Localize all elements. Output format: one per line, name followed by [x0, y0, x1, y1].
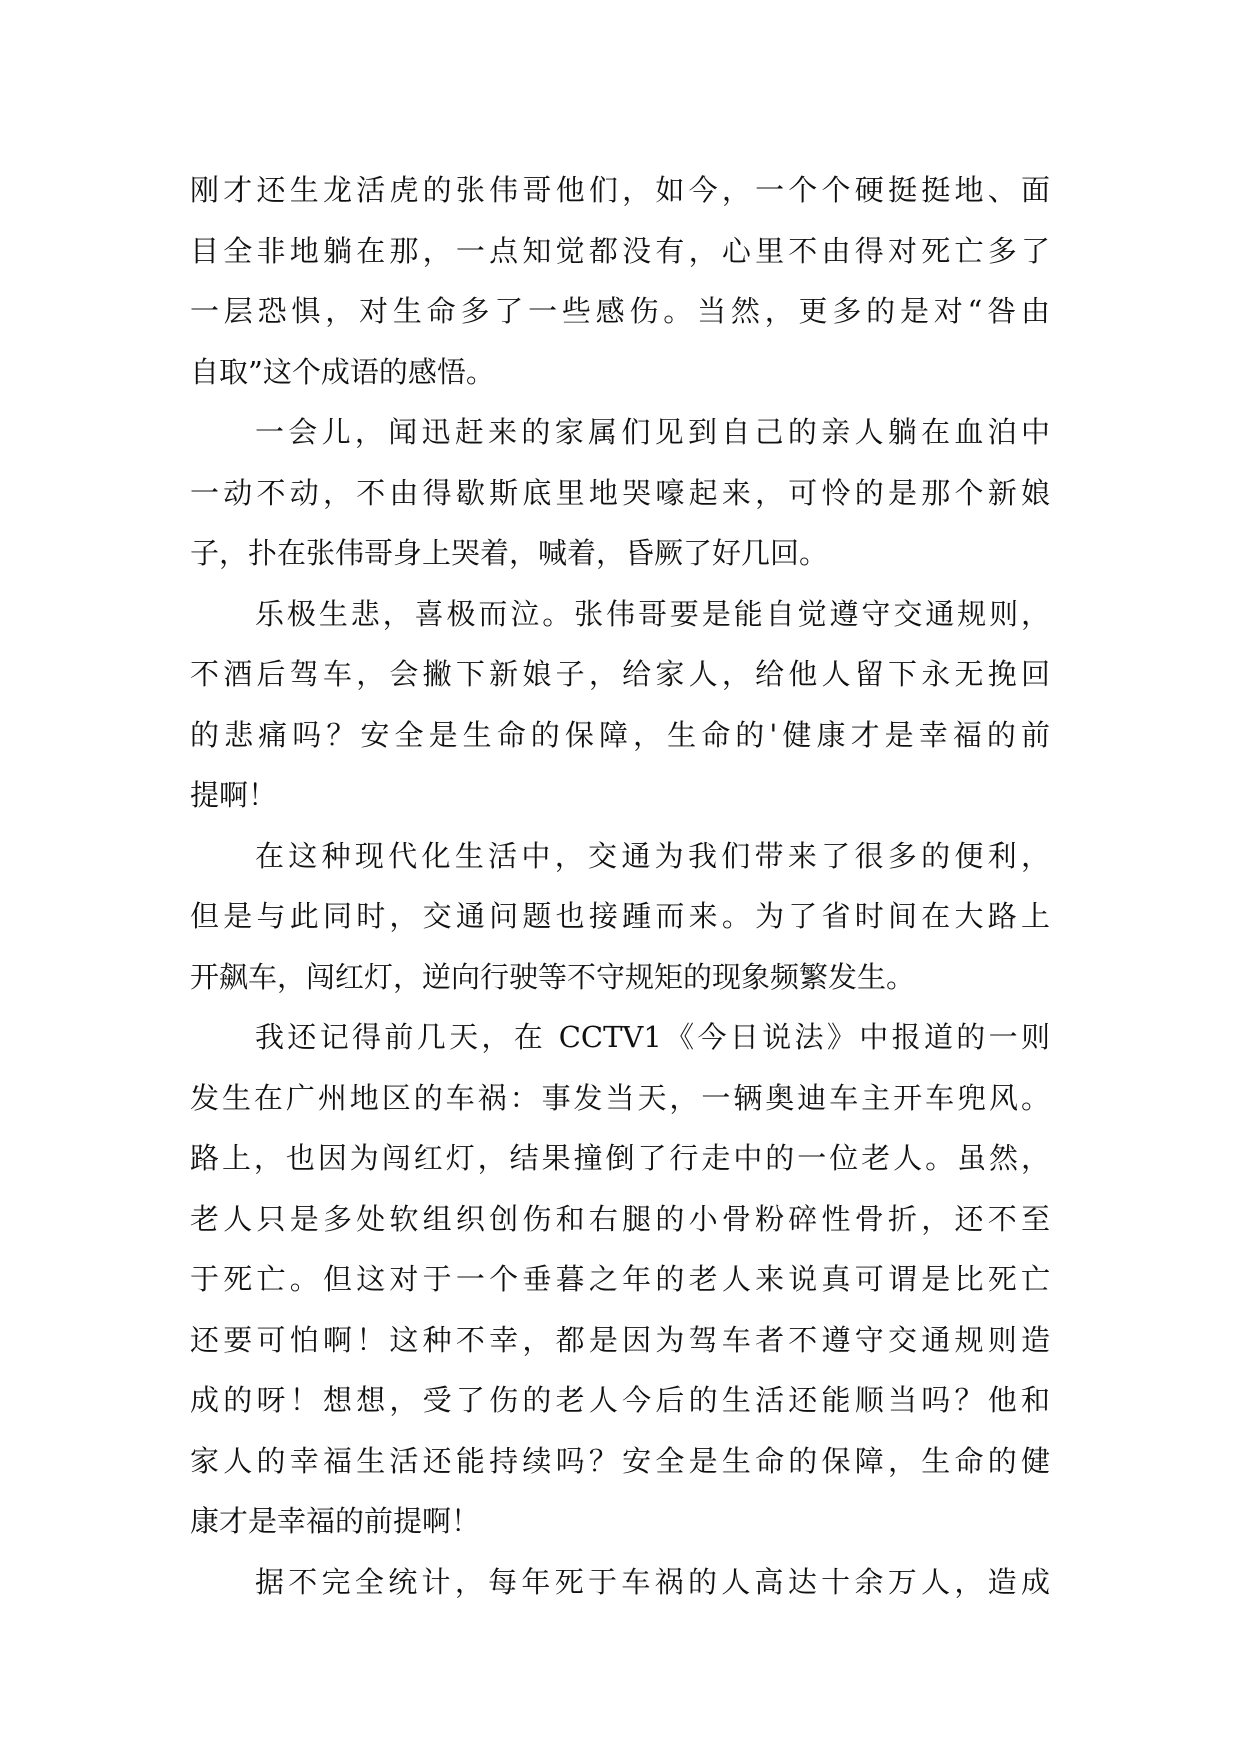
body-text — [190, 160, 1050, 1612]
paragraph-2-line-2: 一动不动，不由得歇斯底里地哭嚎起来，可怜的是那个新娘 — [190, 475, 1050, 510]
paragraph-5-line-1: 我还记得前几天，在 CCTV1《今日说法》中报道的一则 — [255, 1020, 1050, 1054]
paragraph-5-line-8: 家人的幸福生活还能持续吗？安全是生命的保障，生命的健 — [190, 1443, 1050, 1478]
paragraph-5-line-3: 路上，也因为闯红灯，结果撞倒了行走中的一位老人。虽然， — [190, 1141, 1050, 1175]
paragraph-5-line-5: 于死亡。但这对于一个垂暮之年的老人来说真可谓是比死亡 — [190, 1262, 1050, 1296]
paragraph-5-line-7: 成的呀！想想，受了伤的老人今后的生活还能顺当吗？他和 — [190, 1383, 1050, 1417]
paragraph-4-line-1: 在这种现代化生活中，交通为我们带来了很多的便利， — [255, 838, 1050, 873]
paragraph-1-line-4: 自取”这个成语的感悟。 — [190, 354, 495, 389]
paragraph-3-line-3: 的悲痛吗？安全是生命的保障，生命的'健康才是幸福的前 — [190, 717, 1050, 752]
paragraph-5-line-9: 康才是幸福的前提啊！ — [190, 1504, 481, 1538]
paragraph-2-line-1: 一会儿，闻迅赶来的家属们见到自己的亲人躺在血泊中 — [255, 415, 1050, 449]
paragraph-1-line-3: 一层恐惧，对生命多了一些感伤。当然，更多的是对“咎由 — [190, 294, 1050, 328]
paragraph-5-line-6: 还要可怕啊！这种不幸，都是因为驾车者不遵守交通规则造 — [190, 1322, 1050, 1357]
paragraph-4-line-3: 开飙车，闯红灯，逆向行驶等不守规矩的现象频繁发生。 — [190, 959, 916, 994]
paragraph-3-line-1: 乐极生悲，喜极而泣。张伟哥要是能自觉遵守交通规则， — [255, 596, 1050, 631]
paragraph-1-line-1: 刚才还生龙活虎的张伟哥他们，如今，一个个硬挺挺地、面 — [190, 173, 1050, 207]
paragraph-2-line-3: 子，扑在张伟哥身上哭着，喊着，昏厥了好几回。 — [190, 536, 829, 570]
paragraph-5-line-2: 发生在广州地区的车祸：事发当天，一辆奥迪车主开车兜风。 — [190, 1080, 1050, 1115]
paragraph-3-line-4: 提啊！ — [190, 778, 278, 812]
paragraph-3-line-2: 不酒后驾车，会撇下新娘子，给家人，给他人留下永无挽回 — [190, 657, 1050, 691]
paragraph-6-line-1: 据不完全统计，每年死于车祸的人高达十余万人，造成 — [255, 1564, 1050, 1599]
paragraph-5-line-4: 老人只是多处软组织创伤和右腿的小骨粉碎性骨折，还不至 — [190, 1201, 1050, 1236]
paragraph-4-line-2: 但是与此同时，交通问题也接踵而来。为了省时间在大路上 — [190, 899, 1050, 933]
paragraph-1-line-2: 目全非地躺在那，一点知觉都没有，心里不由得对死亡多了 — [190, 233, 1050, 268]
